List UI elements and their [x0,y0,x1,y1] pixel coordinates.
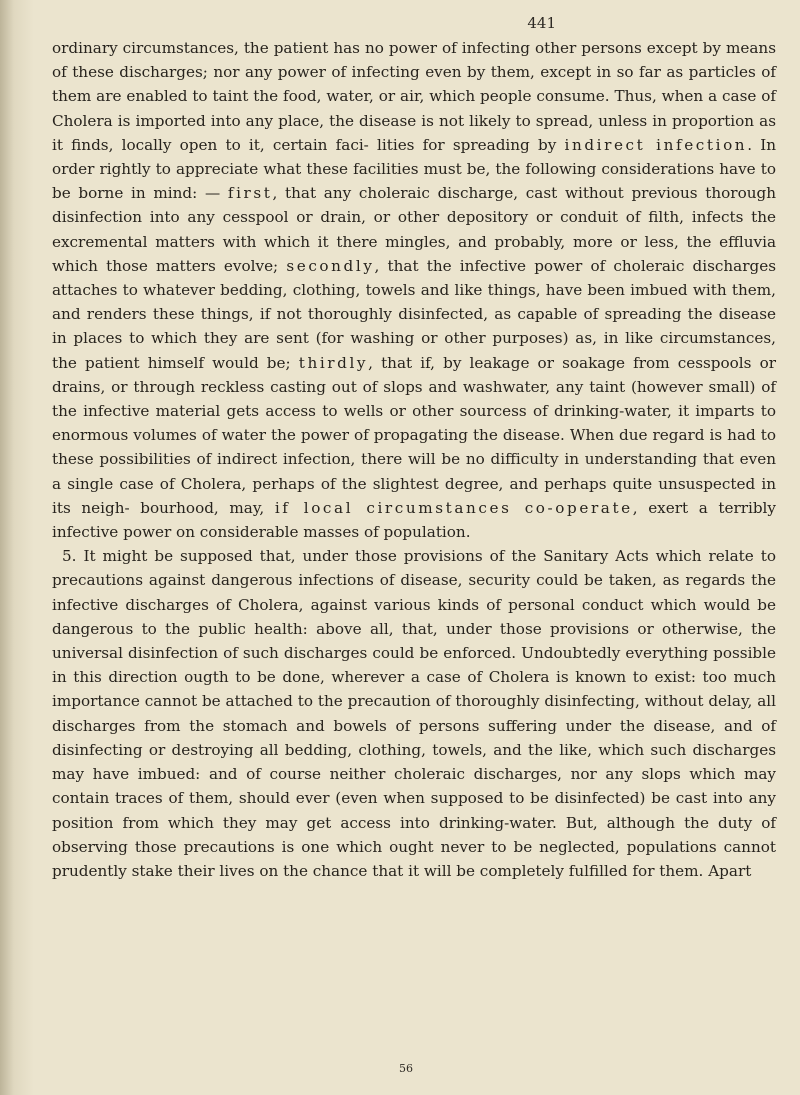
paragraph-2: 5. It might be supposed that, under those provisions of the Sanitary Acts which relate to precautions against dangerous infections of disease, security could be taken, as regards the infective discharges of Cholera, against various kinds of personal conduct which would be dangerous to the public health: above all, that, under those provisions or otherwise, the universal disinfection of such discharges could be enforced. Undoubtedly everything possible in this direction ougth to be done, wherever a case of Cholera is known to exist: too much importance cannot be attached to the precaution of thoroughly disinfecting, without delay, all discharges from the stomach and bowels of persons suffering under the disease, and of disinfecting or destroying all bedding, clothing, towels, and the like, which such discharges may have imbued: and of course neither choleraic discharges, nor any slops which may contain traces of them, should ever (even when supposed to be disinfected) be cast into any position from which they may get access into drinking-water. But, although the duty of observing those precautions is one which ought never to be neglected, populations cannot prudently stake their lives on the chance that it will be completely fulfilled for them. Apart [52,547,776,880]
emphasis-thirdly: thirdly [298,353,369,372]
body-text [52,36,776,883]
signature-mark: 56 [399,1062,413,1075]
paragraph-1-text-3: , that any choleraic discharge, cast without previous thorough disinfection into any cesspool or drain, or other depository or conduit of filth, infects the excremental matters with which it there mingles, and probably, more or less, the effluvia which those matters evolve; [52,184,776,275]
page-number: 441 [527,14,556,32]
emphasis-first: first [227,184,273,203]
paragraph-1 [52,36,776,544]
paragraph-1-text-1: ordinary circumstances, the patient has no power of infecting other persons except by means of these discharges; nor any power of infecting even by them, except in so far as particles of them are enabled to taint the food, water, or air, which people consume. Thus, when a case of Cholera is imported into any place, the disease is not likely to spread, unless in proportion as it finds, locally open to it, certain faci- lities for spreading by [52,39,776,154]
paragraph-1-text-5: , that if, by leakage or soakage from cesspools or drains, or through reckless casting out of slops and washwater, any taint (however small) of the infective material gets access to wells or other sourcess of drinking-water, it imparts to enormous volumes of water the power of propagating the disease. When due regard is had to these possibilities of indirect infection, there will be no difficulty in understanding that even a single case of Cholera, perhaps of the slightest degree, and perhaps quite unsuspected in its neigh- bourhood, may, [52,353,776,517]
paragraph-1-text-6: , exert a terribly infective power on considerable masses of population. [52,498,776,542]
paragraph-1-text-2: . In order rightly to appreciate what these facilities must be, the following considerations have to be borne in mind: — [52,135,777,203]
emphasis-secondly: secondly [286,256,375,275]
emphasis-indirect-infection: indirect infection [564,135,748,154]
emphasis-local-circumstances: if local circumstances co-operate [274,498,633,517]
paragraph-1-text-4: , that the infective power of choleraic discharges attaches to whatever bedding, clothing, towels and like things, have been imbued with them, and renders these things, if not thoroughly disinfected, as capable of spreading the disease in places to which they are sent (for washing or other purposes) as, in like circumstances, the patient himself would be; [52,256,776,372]
